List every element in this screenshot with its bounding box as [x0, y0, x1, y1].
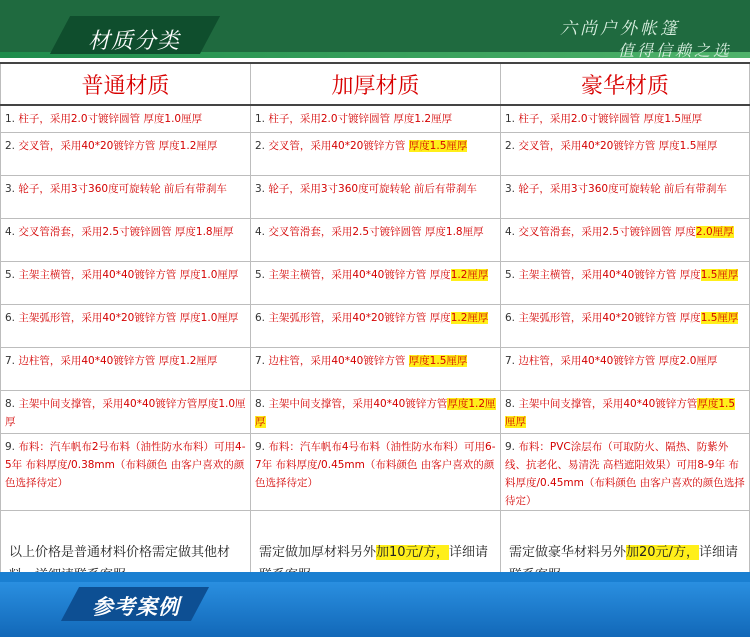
item-number: 6. [255, 312, 266, 324]
item-number: 9. [505, 441, 516, 453]
item-text: 柱子，采用2.0寸镀锌圆管 厚度1.2厘厚 [268, 113, 453, 125]
spec-cell-luxury [501, 219, 750, 262]
item-number: 2. [505, 140, 516, 152]
note-pre: 需定做豪华材料另外 [509, 545, 627, 560]
item-number: 3. [255, 183, 266, 195]
item-number: 4. [505, 226, 516, 238]
spec-cell-standard [1, 219, 251, 262]
spec-cell-standard [1, 176, 251, 219]
item-text: 主架中间支撑管，采用40*40镀锌方管厚度1.0厘厚 [5, 398, 246, 428]
table-header-row [1, 63, 750, 105]
spec-cell-thickened [251, 133, 501, 176]
spec-cell-standard [1, 391, 251, 434]
item-number: 4. [5, 226, 16, 238]
item-highlight: 2.0厘厚 [695, 226, 734, 238]
item-text: 主架主横管，采用40*40镀锌方管 厚度 [518, 269, 701, 281]
item-text: 边柱管，采用40*40镀锌方管 厚度2.0厘厚 [518, 355, 718, 367]
item-text: 边柱管，采用40*40镀锌方管 厚度1.2厘厚 [18, 355, 218, 367]
item-text: 交叉管，采用40*20镀锌方管 厚度1.5厘厚 [518, 140, 718, 152]
spec-cell-thickened [251, 434, 501, 511]
spec-cell-luxury [501, 348, 750, 391]
spec-row [1, 133, 750, 176]
item-number: 8. [255, 398, 266, 410]
material-header-banner [0, 0, 750, 62]
spec-cell-standard [1, 305, 251, 348]
item-number: 6. [505, 312, 516, 324]
item-text: 交叉管滑套，采用2.5寸镀锌圆管 厚度1.8厘厚 [268, 226, 484, 238]
item-text: 布料：汽车帆布4号布料（油性防水布料）可用6-7年 布料厚度/0.45mm（布料颜色 由客户喜欢的颜色选择待定） [255, 441, 496, 489]
spec-cell-thickened [251, 219, 501, 262]
item-text: 交叉管滑套，采用2.5寸镀锌圆管 厚度1.8厘厚 [18, 226, 234, 238]
item-number: 9. [5, 441, 16, 453]
item-number: 2. [255, 140, 266, 152]
item-number: 7. [505, 355, 516, 367]
item-text: 柱子，采用2.0寸镀锌圆管 厚度1.0厘厚 [18, 113, 203, 125]
spec-cell-luxury [501, 262, 750, 305]
spec-cell-standard [1, 133, 251, 176]
spec-cell-luxury [501, 176, 750, 219]
slogan-line-1: 六尚户外帐篷 [560, 19, 680, 39]
spec-cell-standard [1, 348, 251, 391]
item-text: 主架弧形管，采用40*20镀锌方管 厚度 [268, 312, 451, 324]
spec-cell-thickened [251, 391, 501, 434]
item-highlight: 厚度1.5厘厚 [408, 355, 468, 367]
material-comparison-table [0, 62, 750, 625]
spec-row [1, 105, 750, 133]
spec-cell-standard [1, 262, 251, 305]
spec-row [1, 219, 750, 262]
spec-cell-standard [1, 434, 251, 511]
spec-row [1, 176, 750, 219]
column-header-thickened: 加厚材质 [251, 63, 501, 105]
item-text: 轮子，采用3寸360度可旋转轮 前后有带刹车 [268, 183, 477, 195]
item-highlight: 厚度1.2厘厚 [255, 398, 496, 428]
spec-row [1, 391, 750, 434]
item-text: 轮子，采用3寸360度可旋转轮 前后有带刹车 [18, 183, 227, 195]
spec-cell-thickened [251, 105, 501, 133]
item-number: 4. [255, 226, 266, 238]
spec-row [1, 305, 750, 348]
item-text: 布料：汽车帆布2号布料（油性防水布料）可用4-5年 布料厚度/0.38mm（布料颜色 由客户喜欢的颜色选择待定） [5, 441, 246, 489]
item-text: 交叉管滑套，采用2.5寸镀锌圆管 厚度 [518, 226, 696, 238]
item-number: 3. [505, 183, 516, 195]
item-number: 2. [5, 140, 16, 152]
item-highlight: 1.2厘厚 [450, 312, 489, 324]
note-post: 详细请 [698, 545, 738, 560]
item-number: 7. [5, 355, 16, 367]
item-text: 主架中间支撑管，采用40*40镀锌方管 [268, 398, 448, 410]
spec-row [1, 434, 750, 511]
item-number: 5. [5, 269, 16, 281]
item-number: 1. [5, 113, 16, 125]
spec-cell-luxury [501, 305, 750, 348]
item-number: 7. [255, 355, 266, 367]
spec-row [1, 348, 750, 391]
spec-cell-luxury [501, 434, 750, 511]
item-number: 8. [5, 398, 16, 410]
item-text: 轮子，采用3寸360度可旋转轮 前后有带刹车 [518, 183, 727, 195]
spec-cell-thickened [251, 262, 501, 305]
item-text: 柱子，采用2.0寸镀锌圆管 厚度1.5厘厚 [518, 113, 703, 125]
note-hl: 加10元/方， [376, 545, 449, 560]
item-text: 边柱管，采用40*40镀锌方管 [268, 355, 409, 367]
spec-cell-standard [1, 105, 251, 133]
spec-cell-luxury [501, 105, 750, 133]
item-text: 交叉管，采用40*20镀锌方管 [268, 140, 409, 152]
spec-cell-thickened [251, 176, 501, 219]
item-number: 1. [255, 113, 266, 125]
note-pre: 以上价格是普通材料价格需定做其他材 [9, 545, 231, 560]
item-number: 3. [5, 183, 16, 195]
item-text: 主架弧形管，采用40*20镀锌方管 厚度 [518, 312, 701, 324]
note-post: 详细请 [448, 545, 488, 560]
item-text: 主架弧形管，采用40*20镀锌方管 厚度1.0厘厚 [18, 312, 239, 324]
item-highlight: 厚度1.5厘厚 [505, 398, 736, 428]
item-text: 交叉管，采用40*20镀锌方管 厚度1.2厘厚 [18, 140, 218, 152]
item-number: 8. [505, 398, 516, 410]
slogan-line-2: 值得信赖之选 [617, 41, 732, 60]
item-number: 5. [255, 269, 266, 281]
spec-cell-luxury [501, 133, 750, 176]
column-header-luxury: 豪华材质 [501, 63, 750, 105]
spec-cell-thickened [251, 348, 501, 391]
column-header-standard: 普通材质 [1, 63, 251, 105]
spec-cell-thickened [251, 305, 501, 348]
cases-title: 参考案例 [92, 595, 180, 619]
item-text: 主架主横管，采用40*40镀锌方管 厚度 [268, 269, 451, 281]
item-highlight: 厚度1.5厘厚 [408, 140, 468, 152]
section-title: 材质分类 [88, 29, 181, 54]
item-number: 1. [505, 113, 516, 125]
note-hl: 加20元/方， [626, 545, 699, 560]
item-highlight: 1.5厘厚 [700, 269, 739, 281]
item-text: 布料：PVC涂层布（可取防火、隔热、防紫外线、抗老化、易清洗 高档遮阳效果）可用8-9年 布料厚度/0.45mm（布料颜色 由客户喜欢的颜色选择待定） [505, 441, 745, 507]
item-text: 主架中间支撑管，采用40*40镀锌方管 [518, 398, 698, 410]
item-text: 主架主横管，采用40*40镀锌方管 厚度1.0厘厚 [18, 269, 239, 281]
note-pre: 需定做加厚材料另外 [259, 545, 377, 560]
spec-cell-luxury [501, 391, 750, 434]
spec-row [1, 262, 750, 305]
item-number: 5. [505, 269, 516, 281]
item-highlight: 1.2厘厚 [450, 269, 489, 281]
item-number: 6. [5, 312, 16, 324]
item-number: 9. [255, 441, 266, 453]
item-highlight: 1.5厘厚 [700, 312, 739, 324]
